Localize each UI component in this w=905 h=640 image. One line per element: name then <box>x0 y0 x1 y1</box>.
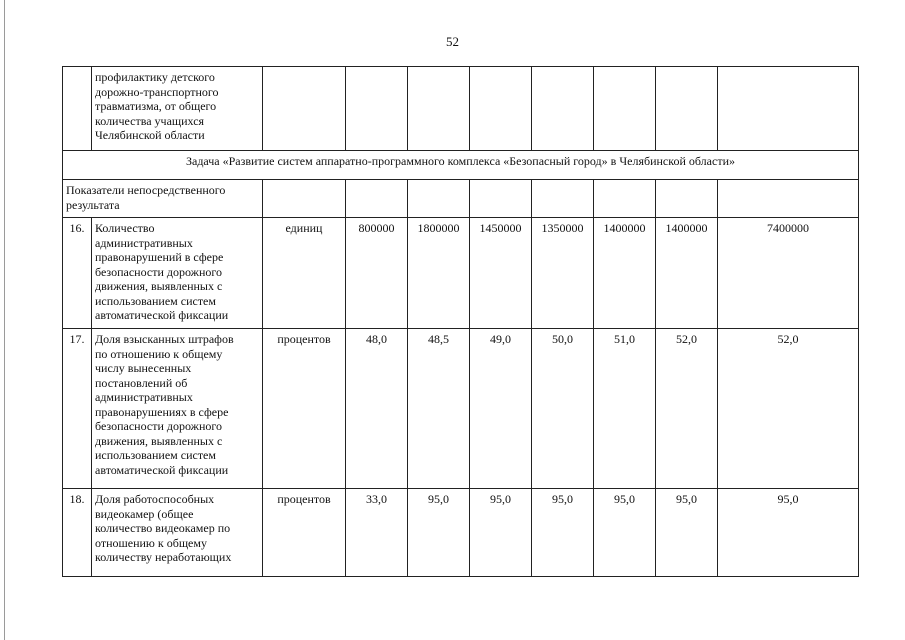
value-cell: 95,0 <box>656 489 718 577</box>
total-cell <box>718 67 859 151</box>
value-cell: 52,0 <box>656 329 718 489</box>
description-line: количеству неработающих <box>95 550 232 564</box>
table-row-18 <box>63 489 859 577</box>
empty-cell <box>470 180 532 218</box>
description-line: безопасности дорожного <box>95 264 223 279</box>
value-cell <box>408 67 470 151</box>
description-line: по отношению к общему <box>95 346 223 361</box>
description-line: видеокамер (общее <box>95 506 194 521</box>
description-line: количества учащихся <box>95 113 205 128</box>
description-line: Доля взысканных штрафов <box>95 332 234 346</box>
value-cell: 95,0 <box>470 489 532 577</box>
description-line: профилактику детского <box>95 70 215 84</box>
row-number: 16. <box>63 218 92 329</box>
description-line: Количество <box>95 221 155 235</box>
value-cell <box>470 67 532 151</box>
description-line: числу вынесенных <box>95 361 192 375</box>
value-cell: 48,0 <box>346 329 408 489</box>
empty-cell <box>656 180 718 218</box>
value-cell: 95,0 <box>532 489 594 577</box>
description-line: автоматической фиксации <box>95 462 229 477</box>
value-cell: 33,0 <box>346 489 408 577</box>
empty-cell <box>346 180 408 218</box>
value-cell <box>594 67 656 151</box>
value-cell: 49,0 <box>470 329 532 489</box>
description-line: количество видеокамер по <box>95 521 231 535</box>
value-cell: 1800000 <box>408 218 470 329</box>
value-cell <box>346 67 408 151</box>
indicator-description <box>92 489 263 577</box>
description-line: административных <box>95 390 193 404</box>
description-line: Челябинской области <box>95 128 205 142</box>
description-line: движения, выявленных с <box>95 279 223 293</box>
value-cell: 50,0 <box>532 329 594 489</box>
page-edge-line <box>4 0 5 640</box>
description-line: административных <box>95 235 193 250</box>
unit-cell: единиц <box>263 218 346 329</box>
description-line: использованием систем <box>95 293 216 308</box>
value-cell: 1400000 <box>594 218 656 329</box>
empty-cell <box>263 180 346 218</box>
description-line: дорожно-транспортного <box>95 84 219 99</box>
empty-cell <box>408 180 470 218</box>
value-cell: 1450000 <box>470 218 532 329</box>
unit-cell <box>263 67 346 151</box>
value-cell: 51,0 <box>594 329 656 489</box>
description-line: безопасности дорожного <box>95 419 223 433</box>
unit-cell: процентов <box>263 489 346 577</box>
total-cell: 52,0 <box>718 329 859 489</box>
value-cell: 95,0 <box>408 489 470 577</box>
description-line: правонарушениях в сфере <box>95 404 229 419</box>
table-row-continuation <box>63 67 859 151</box>
section-label-line: Показатели непосредственного <box>66 183 226 197</box>
value-cell: 1400000 <box>656 218 718 329</box>
value-cell: 95,0 <box>594 489 656 577</box>
table-row-17 <box>63 329 859 489</box>
section-label <box>63 180 263 218</box>
unit-cell: процентов <box>263 329 346 489</box>
page-number: 52 <box>446 34 459 49</box>
description-line: автоматической фиксации <box>95 308 229 322</box>
section-label-line: результата <box>66 197 120 212</box>
row-number <box>63 67 92 151</box>
description-line: правонарушений в сфере <box>95 250 224 264</box>
description-line: движения, выявленных с <box>95 433 223 448</box>
description-line: использованием систем <box>95 448 216 462</box>
indicator-description <box>92 218 263 329</box>
description-line: отношению к общему <box>95 535 207 550</box>
task-title: Задача «Развитие систем аппаратно-программного комплекса «Безопасный город» в Челябинской области» <box>63 151 859 180</box>
indicator-description <box>92 67 263 151</box>
section-row <box>63 180 859 218</box>
task-row <box>63 151 859 180</box>
description-line: Доля работоспособных <box>95 492 215 506</box>
empty-cell <box>532 180 594 218</box>
total-cell: 95,0 <box>718 489 859 577</box>
value-cell: 48,5 <box>408 329 470 489</box>
table-row-16 <box>63 218 859 329</box>
value-cell <box>656 67 718 151</box>
row-number: 17. <box>63 329 92 489</box>
empty-cell <box>594 180 656 218</box>
total-cell: 7400000 <box>718 218 859 329</box>
row-number: 18. <box>63 489 92 577</box>
indicator-description <box>92 329 263 489</box>
value-cell: 800000 <box>346 218 408 329</box>
indicators-table <box>62 66 859 577</box>
description-line: постановлений об <box>95 375 188 390</box>
value-cell <box>532 67 594 151</box>
description-line: травматизма, от общего <box>95 99 217 113</box>
empty-cell <box>718 180 859 218</box>
value-cell: 1350000 <box>532 218 594 329</box>
